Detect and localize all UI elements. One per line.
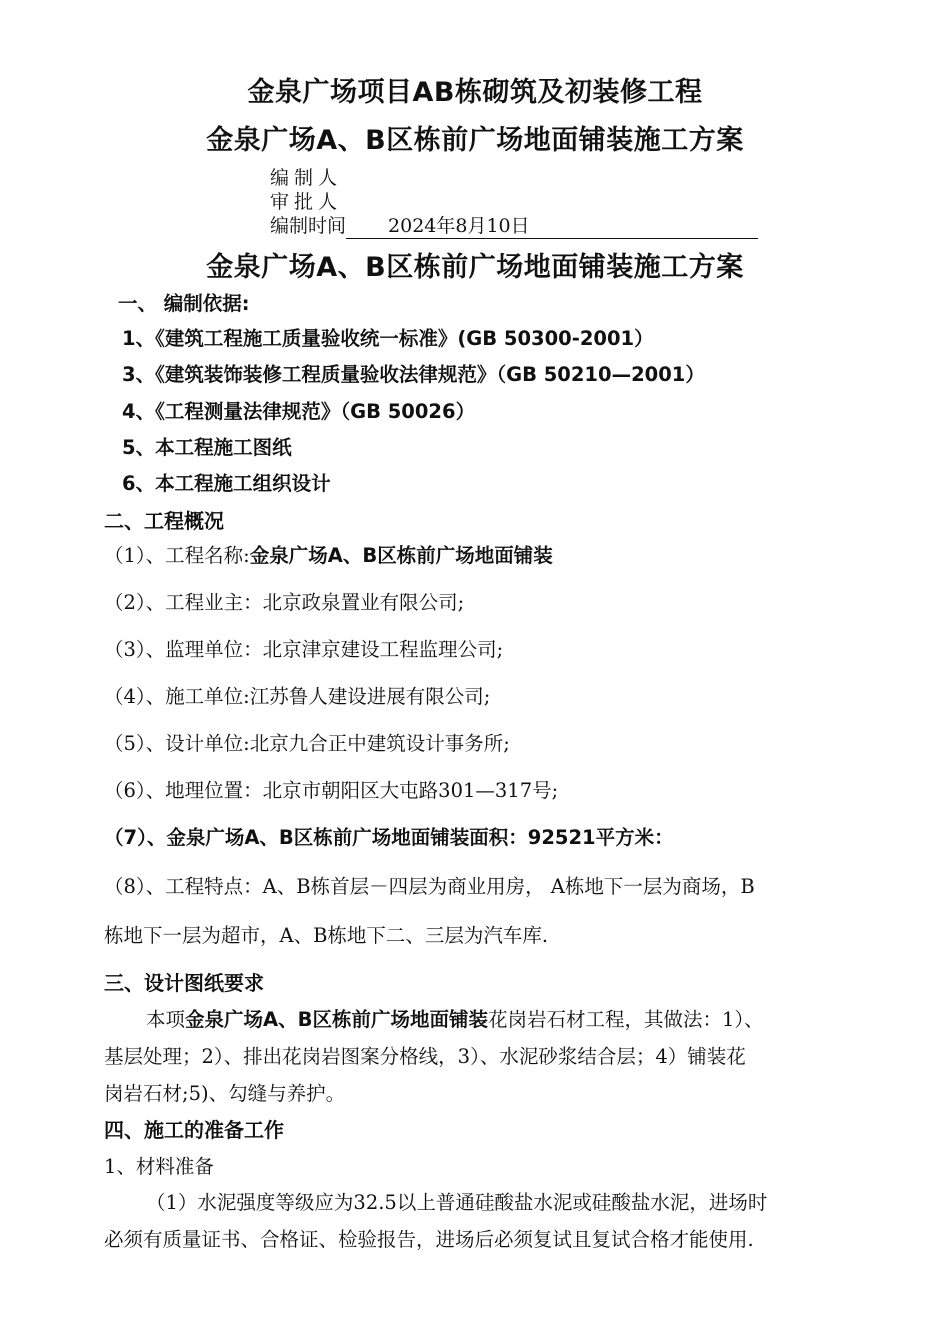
document-title: 金泉广场项目AB栋砌筑及初装修工程 [247, 77, 703, 108]
basis-item-4: 4、《工程测量法律规范》（GB 50026） [122, 400, 476, 423]
overview-item-8-line1: （8）、工程特点：A、B栋首层－四层为商业用房， A栋地下一层为商场，B [104, 875, 755, 898]
design-para-project: 金泉广场A、B区栋前广场地面铺装 [185, 1008, 488, 1031]
plan-title: 金泉广场A、B区栋前广场地面铺装施工方案 [206, 125, 744, 156]
basis-item-6: 6、本工程施工组织设计 [122, 472, 331, 495]
design-para-line3: 岗岩石材;5)、勾缝与养护。 [104, 1082, 346, 1105]
basis-item-3: 3、《建筑装饰装修工程质量验收法律规范》（GB 50210—2001） [122, 363, 705, 386]
approver-label: 审批人 [270, 191, 343, 213]
plan-title-repeat: 金泉广场A、B区栋前广场地面铺装施工方案 [206, 252, 744, 283]
project-name-label: （1）、工程名称: [104, 544, 250, 567]
section4-heading: 四、施工的准备工作 [104, 1118, 284, 1142]
materials-subheading: 1、材料准备 [104, 1155, 214, 1178]
design-para-line2: 基层处理；2）、排出花岗岩图案分格线，3）、水泥砂浆结合层；4）铺装花 [104, 1045, 746, 1068]
compile-date-row [270, 211, 758, 239]
section2-heading: 二、工程概况 [104, 509, 224, 533]
basis-item-1: 1、《建筑工程施工质量验收统一标准》(GB 50300-2001） [122, 327, 654, 350]
overview-item-8-line2: 栋地下一层为超市，A、B栋地下二、三层为汽车库. [104, 924, 549, 947]
date-label: 编制时间 [270, 215, 347, 237]
section3-heading: 三、设计图纸要求 [104, 971, 264, 995]
overview-item-1 [104, 540, 553, 568]
design-para-prefix: 本项 [146, 1008, 186, 1031]
design-para-line1 [146, 1004, 764, 1032]
overview-item-2: （2）、工程业主：北京政泉置业有限公司; [104, 591, 465, 614]
date-value: 2024年8月10日 [346, 211, 758, 239]
overview-item-4: （4）、施工单位:江苏鲁人建设进展有限公司; [104, 685, 491, 708]
design-para-rest: 花岗岩石材工程，其做法：1）、 [487, 1008, 764, 1031]
author-label: 编制人 [270, 167, 343, 189]
overview-item-6: （6）、地理位置：北京市朝阳区大屯路301—317号; [104, 779, 559, 802]
overview-item-7: （7）、金泉广场A、B区栋前广场地面铺装面积：92521平方米： [104, 826, 674, 849]
materials-para-line2: 必须有质量证书、合格证、检验报告，进场后必须复试且复试合格才能使用. [104, 1228, 754, 1251]
materials-para-line1: （1）水泥强度等级应为32.5以上普通硅酸盐水泥或硅酸盐水泥，进场时 [146, 1191, 768, 1214]
basis-item-5: 5、本工程施工图纸 [122, 436, 292, 459]
overview-item-5: （5）、设计单位:北京九合正中建筑设计事务所; [104, 732, 510, 755]
project-name-value: 金泉广场A、B区栋前广场地面铺装 [249, 544, 553, 567]
section1-heading: 一、 编制依据: [118, 292, 250, 315]
overview-item-3: （3）、监理单位：北京津京建设工程监理公司; [104, 638, 504, 661]
